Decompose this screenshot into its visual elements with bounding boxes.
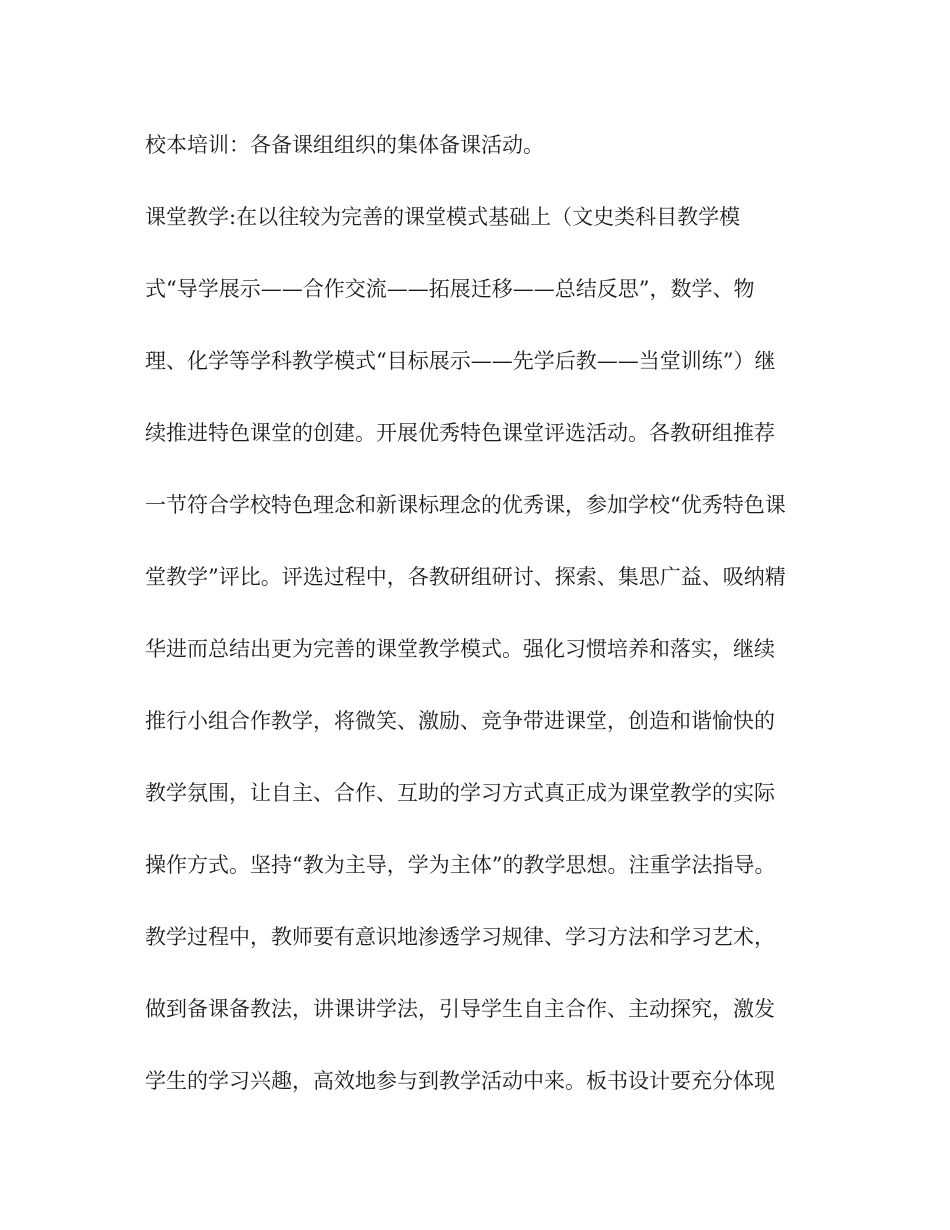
paragraph-line: 堂教学”评比。评选过程中，各教研组研讨、探索、集思广益、吸纳精 xyxy=(145,565,786,589)
paragraph-line: 校本培训：各备课组组织的集体备课活动。 xyxy=(145,133,544,157)
paragraph-line: 做到备课备教法，讲课讲学法，引导学生自主合作、主动探究，激发 xyxy=(145,997,775,1021)
paragraph-line: 续推进特色课堂的创建。开展优秀特色课堂评选活动。各教研组推荐 xyxy=(145,421,775,445)
paragraph-line: 一节符合学校特色理念和新课标理念的优秀课，参加学校“优秀特色课 xyxy=(145,493,786,517)
paragraph-line: 推行小组合作教学，将微笑、激励、竞争带进课堂，创造和谐愉快的 xyxy=(145,709,775,733)
paragraph-line: 操作方式。坚持“教为主导，学为主体”的教学思想。注重学法指导。 xyxy=(145,853,776,877)
paragraph-line: 学生的学习兴趣，高效地参与到教学活动中来。板书设计要充分体现 xyxy=(145,1069,775,1093)
paragraph-line: 教学氛围，让自主、合作、互助的学习方式真正成为课堂教学的实际 xyxy=(145,781,775,805)
paragraph-line: 课堂教学:在以往较为完善的课堂模式基础上（文史类科目教学模 xyxy=(145,205,741,229)
paragraph-line: 华进而总结出更为完善的课堂教学模式。强化习惯培养和落实，继续 xyxy=(145,637,775,661)
paragraph-line: 式“导学展示——合作交流——拓展迁移——总结反思”，数学、物 xyxy=(145,277,755,301)
paragraph-line: 教学过程中，教师要有意识地渗透学习规律、学习方法和学习艺术， xyxy=(145,925,775,949)
paragraph-line: 理、化学等学科教学模式“目标展示——先学后教——当堂训练”）继 xyxy=(145,349,776,373)
